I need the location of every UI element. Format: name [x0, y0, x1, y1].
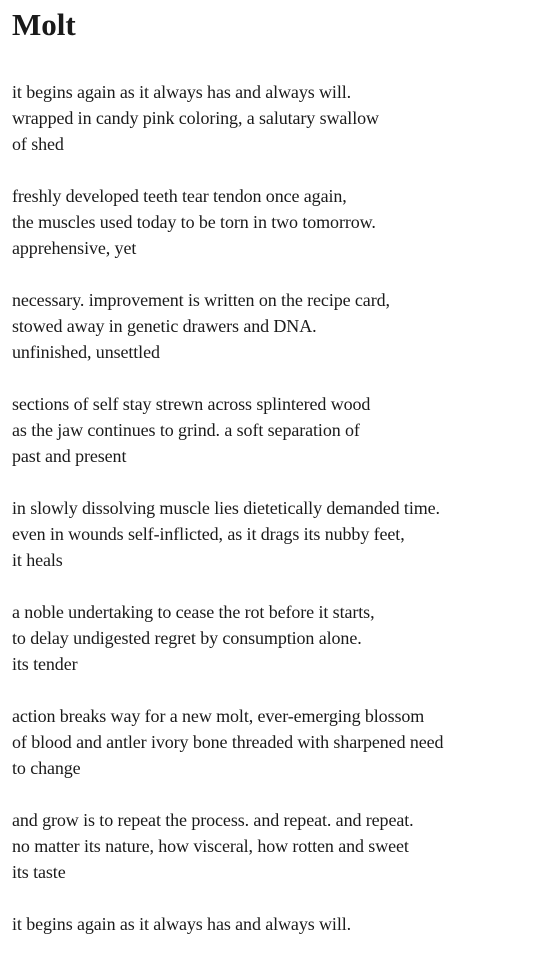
poem-body [12, 79, 527, 937]
poem-line: stowed away in genetic drawers and DNA. [12, 316, 317, 336]
poem-line: even in wounds self-inflicted, as it drags its nubby feet, [12, 524, 405, 544]
poem-line: as the jaw continues to grind. a soft separation of [12, 420, 360, 440]
stanza [12, 183, 527, 261]
poem-line: past and present [12, 446, 127, 466]
poem-title: Molt [12, 7, 76, 42]
poem-line: apprehensive, yet [12, 238, 137, 258]
stanza [12, 703, 527, 781]
stanza [12, 911, 527, 937]
poem-line: sections of self stay strewn across splintered wood [12, 394, 371, 414]
poem-line: unfinished, unsettled [12, 342, 160, 362]
poem-line: to change [12, 758, 81, 778]
poem-line: and grow is to repeat the process. and repeat. and repeat. [12, 810, 414, 830]
poem-line: it begins again as it always has and always will. [12, 82, 352, 102]
stanza [12, 495, 527, 573]
poem-line: a noble undertaking to cease the rot before it starts, [12, 602, 375, 622]
stanza [12, 79, 527, 157]
poem-line: action breaks way for a new molt, ever-emerging blossom [12, 706, 425, 726]
poem-line: no matter its nature, how visceral, how rotten and sweet [12, 836, 409, 856]
poem-line: its tender [12, 654, 78, 674]
poem-page [12, 0, 527, 963]
poem-line: to delay undigested regret by consumption alone. [12, 628, 362, 648]
poem-line: necessary. improvement is written on the recipe card, [12, 290, 390, 310]
poem-line: freshly developed teeth tear tendon once again, [12, 186, 347, 206]
stanza [12, 807, 527, 885]
poem-line: in slowly dissolving muscle lies dietetically demanded time. [12, 498, 440, 518]
poem-line: its taste [12, 862, 66, 882]
poem-line: it begins again as it always has and always will. [12, 914, 352, 934]
poem-line: it heals [12, 550, 63, 570]
poem-line: wrapped in candy pink coloring, a salutary swallow [12, 108, 379, 128]
stanza [12, 287, 527, 365]
poem-line: the muscles used today to be torn in two tomorrow. [12, 212, 376, 232]
stanza [12, 391, 527, 469]
stanza [12, 599, 527, 677]
poem-line: of blood and antler ivory bone threaded with sharpened need [12, 732, 444, 752]
poem-line: of shed [12, 134, 64, 154]
